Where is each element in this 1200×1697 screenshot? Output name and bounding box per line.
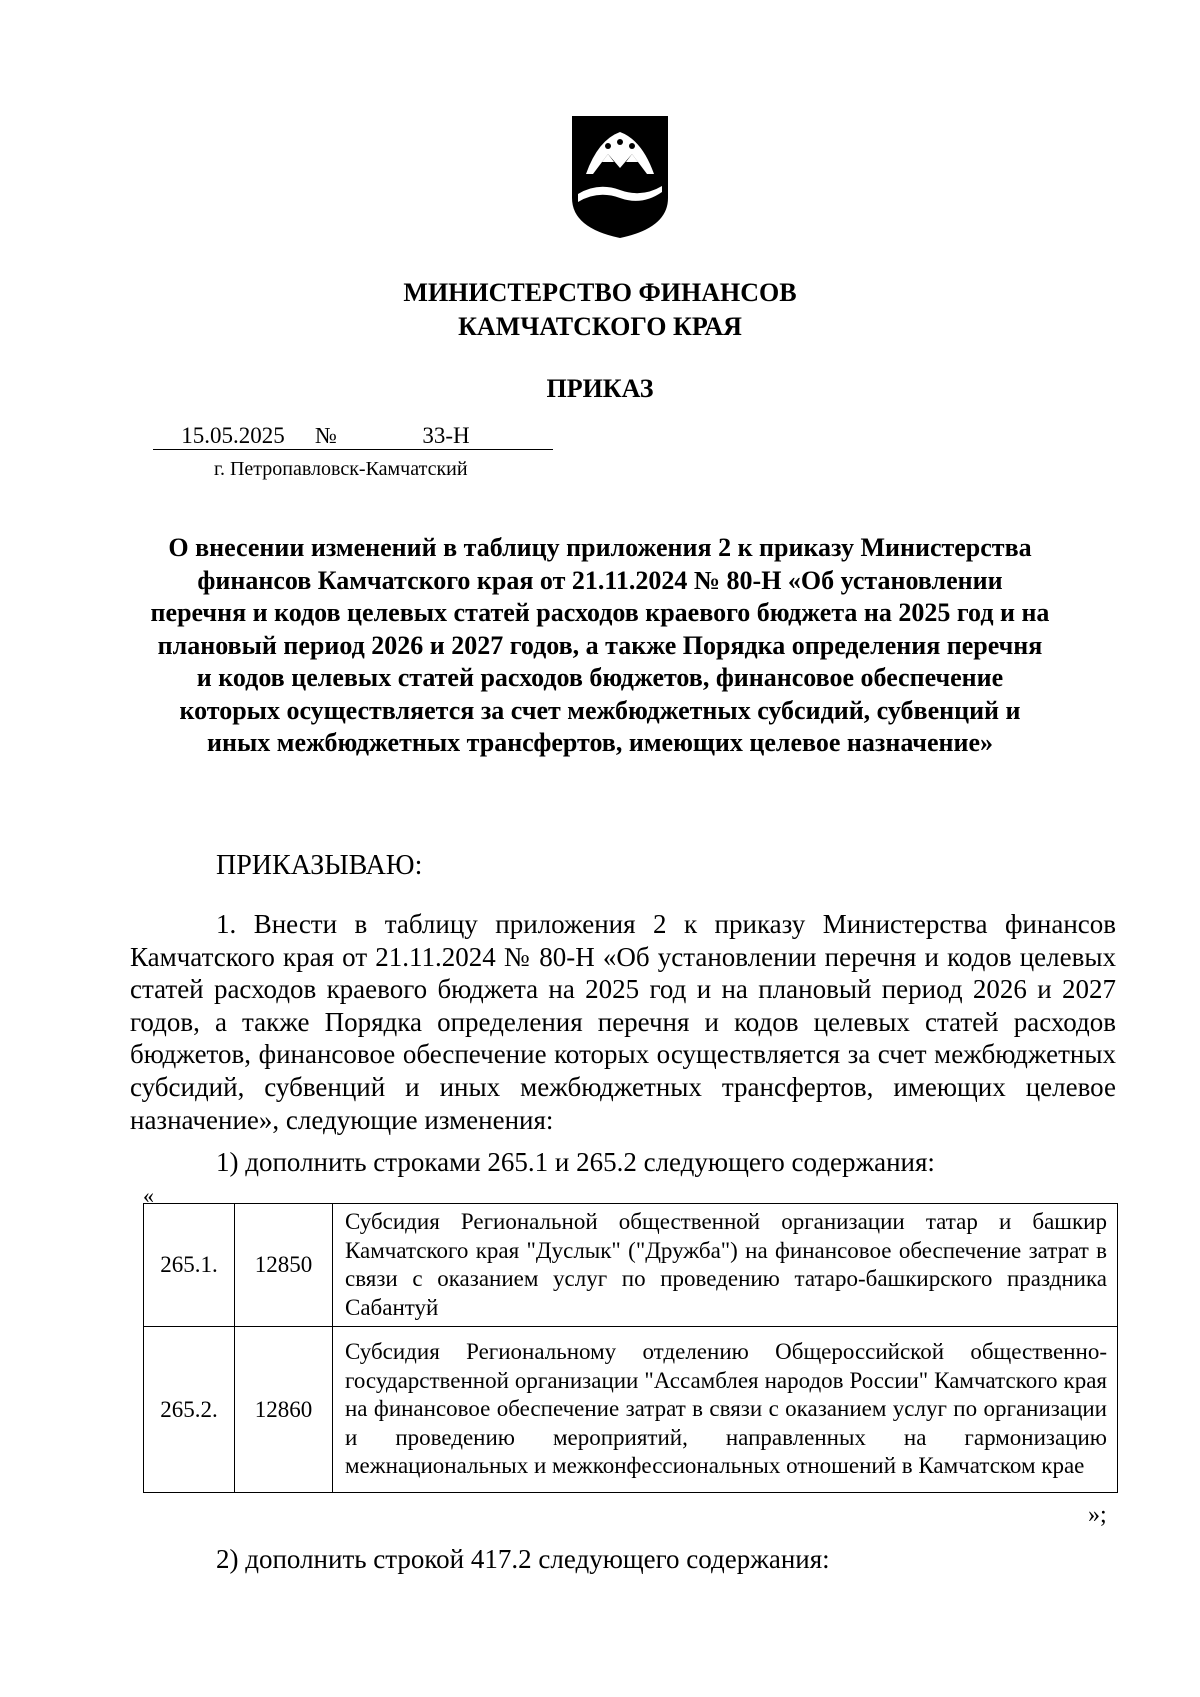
kamchatka-coat-of-arms-icon bbox=[568, 112, 672, 240]
ministry-header bbox=[0, 276, 1200, 344]
amendment-table bbox=[143, 1203, 1118, 1493]
row-code: 12860 bbox=[235, 1327, 333, 1493]
table-row bbox=[144, 1204, 1118, 1327]
row-description: Субсидия Региональному отделению Общероссийской общественно-государственной организации "Ассамблея народов России" Камчатского края на финансовое обеспечение затрат в связи с оказанием услуг по организации и проведению мероприятий, направленных на гармонизацию межнациональных и межконфессиональных отношений в Камчатском крае bbox=[333, 1327, 1118, 1493]
order-meta bbox=[153, 423, 553, 451]
quote-close: »; bbox=[1088, 1502, 1107, 1528]
row-description: Субсидия Региональной общественной организации татар и башкир Камчатского края "Дуслык" ("Дружба") на финансовое обеспечение затрат в связи с оказанием услуг по проведению татаро-башкирского праздника Сабантуй bbox=[333, 1204, 1118, 1327]
order-number: 33-Н bbox=[339, 423, 553, 450]
quote-open: « bbox=[143, 1183, 154, 1208]
order-city: г. Петропавловск-Камчатский bbox=[214, 458, 468, 480]
ministry-name-line2: КАМЧАТСКОГО КРАЯ bbox=[458, 312, 742, 341]
row-code: 12850 bbox=[235, 1204, 333, 1327]
table-row bbox=[144, 1327, 1118, 1493]
order-title: ПРИКАЗ bbox=[546, 374, 654, 403]
paragraph-1: 1. Внести в таблицу приложения 2 к приказу Министерства финансов Камчатского края от 21.11.2024 № 80-Н «Об установлении перечня и кодов целевых статей расходов краевого бюджета на 2025 год и на плановый период 2026 и 2027 годов, а также Порядка определения перечня и кодов целевых статей расходов бюджетов, финансовое обеспечение которых осуществляется за счет межбюджетных субсидий, субвенций и иных межбюджетных трансфертов, имеющих целевое назначение», следующие изменения: bbox=[130, 909, 1116, 1135]
decree-heading: ПРИКАЗЫВАЮ: bbox=[216, 850, 423, 881]
number-sign: № bbox=[313, 423, 339, 450]
order-subject: О внесении изменений в таблицу приложения 2 к приказу Министерства финансов Камчатского края от 21.11.2024 № 80-Н «Об установлении перечня и кодов целевых статей расходов краевого бюджета на 2025 год и на плановый период 2026 и 2027 годов, а также Порядка определения перечня и кодов целевых статей расходов бюджетов, финансовое обеспечение которых осуществляется за счет межбюджетных субсидий, субвенций и иных межбюджетных трансфертов, имеющих целевое назначение» bbox=[150, 533, 1050, 757]
row-number: 265.2. bbox=[144, 1327, 235, 1493]
item-2: 2) дополнить строкой 417.2 следующего содержания: bbox=[216, 1544, 830, 1574]
row-number: 265.1. bbox=[144, 1204, 235, 1327]
item-1: 1) дополнить строками 265.1 и 265.2 следующего содержания: bbox=[216, 1147, 935, 1177]
ministry-name-line1: МИНИСТЕРСТВО ФИНАНСОВ bbox=[403, 278, 797, 307]
order-date: 15.05.2025 bbox=[153, 423, 313, 450]
